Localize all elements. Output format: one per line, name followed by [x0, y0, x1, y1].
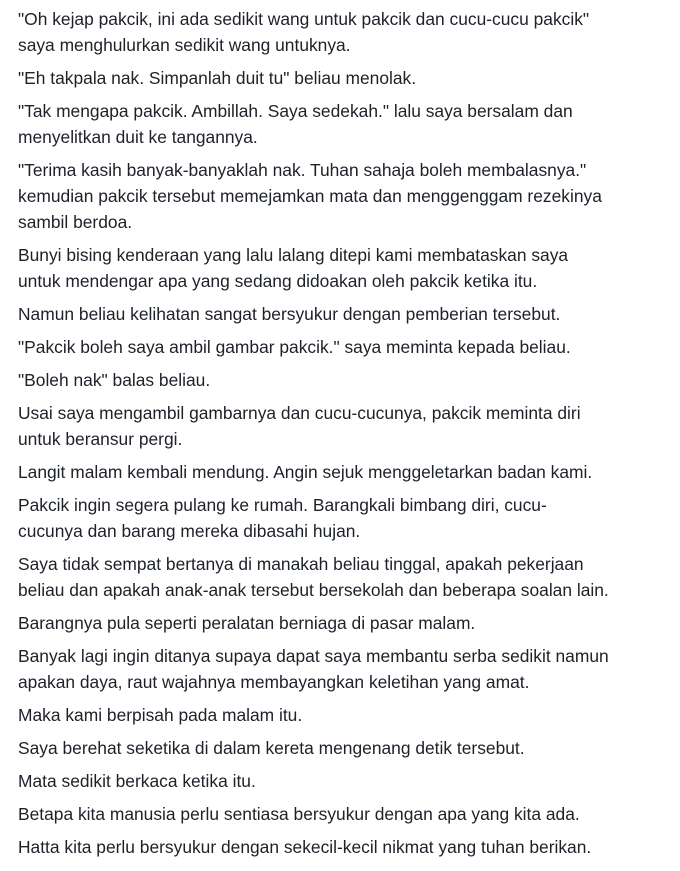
- paragraph-line: Maka kami berpisah pada malam itu.: [18, 705, 303, 725]
- paragraph-12: [18, 551, 670, 603]
- paragraph-13: [18, 610, 670, 636]
- paragraph-5: [18, 242, 670, 294]
- paragraph-19: [18, 834, 670, 860]
- paragraph-line: Hatta kita perlu bersyukur dengan sekecil-kecil nikmat yang tuhan berikan.: [18, 837, 592, 857]
- paragraph-line: Pakcik ingin segera pulang ke rumah. Barangkali bimbang diri, cucu-: [18, 495, 547, 515]
- paragraph-17: [18, 768, 670, 794]
- paragraph-18: [18, 801, 670, 827]
- paragraph-line: menyelitkan duit ke tangannya.: [18, 127, 258, 147]
- paragraph-line: "Pakcik boleh saya ambil gambar pakcik." saya meminta kepada beliau.: [18, 337, 571, 357]
- paragraph-line: Betapa kita manusia perlu sentiasa bersyukur dengan apa yang kita ada.: [18, 804, 580, 824]
- paragraph-line: Saya tidak sempat bertanya di manakah beliau tinggal, apakah pekerjaan: [18, 554, 584, 574]
- paragraph-14: [18, 643, 670, 695]
- paragraph-6: [18, 301, 670, 327]
- paragraph-line: "Oh kejap pakcik, ini ada sedikit wang untuk pakcik dan cucu-cucu pakcik": [18, 9, 590, 29]
- paragraph-16: [18, 735, 670, 761]
- paragraph-8: [18, 367, 670, 393]
- paragraph-3: [18, 98, 670, 150]
- paragraph-line: Banyak lagi ingin ditanya supaya dapat saya membantu serba sedikit namun: [18, 646, 609, 666]
- paragraph-line: beliau dan apakah anak-anak tersebut bersekolah dan beberapa soalan lain.: [18, 580, 609, 600]
- paragraph-line: Saya berehat seketika di dalam kereta mengenang detik tersebut.: [18, 738, 525, 758]
- paragraph-line: cucunya dan barang mereka dibasahi hujan.: [18, 521, 361, 541]
- paragraph-line: Langit malam kembali mendung. Angin sejuk menggeletarkan badan kami.: [18, 462, 593, 482]
- paragraph-line: Namun beliau kelihatan sangat bersyukur dengan pemberian tersebut.: [18, 304, 561, 324]
- paragraph-10: [18, 459, 670, 485]
- paragraph-line: untuk beransur pergi.: [18, 429, 183, 449]
- paragraph-15: [18, 702, 670, 728]
- paragraph-line: untuk mendengar apa yang sedang didoakan oleh pakcik ketika itu.: [18, 271, 538, 291]
- paragraph-7: [18, 334, 670, 360]
- paragraph-1: [18, 6, 670, 58]
- paragraph-line: Bunyi bising kenderaan yang lalu lalang ditepi kami membataskan saya: [18, 245, 569, 265]
- paragraph-line: "Boleh nak" balas beliau.: [18, 370, 211, 390]
- paragraph-line: kemudian pakcik tersebut memejamkan mata dan menggenggam rezekinya: [18, 186, 602, 206]
- paragraph-line: "Tak mengapa pakcik. Ambillah. Saya sedekah." lalu saya bersalam dan: [18, 101, 573, 121]
- paragraph-line: Mata sedikit berkaca ketika itu.: [18, 771, 256, 791]
- paragraph-2: [18, 65, 670, 91]
- paragraph-11: [18, 492, 670, 544]
- paragraph-line: Usai saya mengambil gambarnya dan cucu-cucunya, pakcik meminta diri: [18, 403, 581, 423]
- paragraph-9: [18, 400, 670, 452]
- paragraph-line: sambil berdoa.: [18, 212, 133, 232]
- paragraph-line: apakan daya, raut wajahnya membayangkan keletihan yang amat.: [18, 672, 530, 692]
- paragraph-4: [18, 157, 670, 235]
- paragraph-line: "Eh takpala nak. Simpanlah duit tu" beliau menolak.: [18, 68, 417, 88]
- paragraph-line: "Terima kasih banyak-banyaklah nak. Tuhan sahaja boleh membalasnya.": [18, 160, 587, 180]
- paragraph-line: saya menghulurkan sedikit wang untuknya.: [18, 35, 351, 55]
- paragraph-line: Barangnya pula seperti peralatan berniaga di pasar malam.: [18, 613, 476, 633]
